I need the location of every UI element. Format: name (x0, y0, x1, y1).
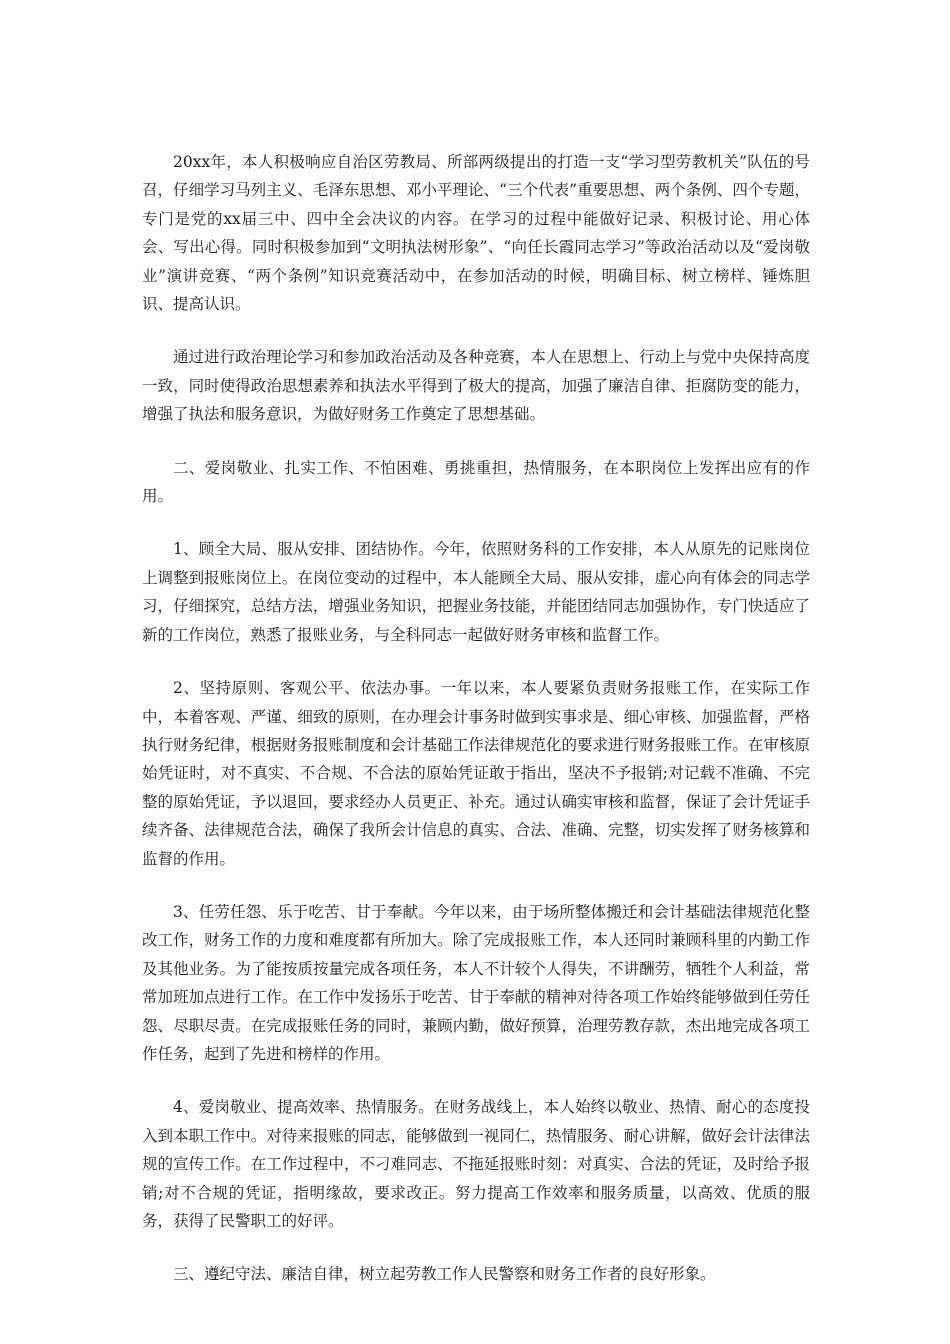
paragraph-item-2: 2、坚持原则、客观公平、依法办事。一年以来，本人要紧负责财务报账工作，在实际工作中，本着客观、严谨、细致的原则，在办理会计事务时做到实事求是、细心审核、加强监督，严格执行财务纪律，根据财务报账制度和会计基础工作法律规范化的要求进行财务报账工作。在审核原始凭证时，对不真实、不合规、不合法的原始凭证敢于指出，坚决不予报销;对记载不准确、不完整的原始凭证，予以退回，要求经办人员更正、补充。通过认确实审核和监督，保证了会计凭证手续齐备、法律规范合法，确保了我所会计信息的真实、合法、准确、完整，切实发挥了财务核算和监督的作用。 (142, 679, 810, 868)
section-heading-dedication: 二、爱岗敬业、扎实工作、不怕困难、勇挑重担，热情服务，在本职岗位上发挥出应有的作用。 (142, 458, 810, 506)
section-heading-discipline: 三、遵纪守法、廉洁自律，树立起劳教工作人民警察和财务工作者的良好形象。 (173, 1265, 716, 1284)
paragraph-item-1: 1、顾全大局、服从安排、团结协作。今年，依照财务科的工作安排，本人从原先的记账岗位上调整到报账岗位上。在岗位变动的过程中，本人能顾全大局、服从安排，虚心向有体会的同志学习，仔细探究，总结方法，增强业务知识，把握业务技能，并能团结同志加强协作，专门快适应了新的工作岗位，熟悉了报账业务，与全科同志一起做好财务审核和监督工作。 (142, 540, 810, 644)
document-body (142, 148, 810, 1314)
paragraph-item-4: 4、爱岗敬业、提高效率、热情服务。在财务战线上，本人始终以敬业、热情、耐心的态度投入到本职工作中。对待来报账的同志，能够做到一视同仁，热情服务、耐心讲解，做好会计法律法规的宣传工作。在工作过程中，不刁难同志、不拖延报账时刻：对真实、合法的凭证，及时给予报销;对不合规的凭证，指明缘故，要求改正。努力提高工作效率和服务质量，以高效、优质的服务，获得了民警职工的好评。 (142, 1098, 810, 1230)
paragraph-item-3: 3、任劳任怨、乐于吃苦、甘于奉献。今年以来，由于场所整体搬迁和会计基础法律规范化整改工作，财务工作的力度和难度都有所加大。除了完成报账工作，本人还同时兼顾科里的内勤工作及其他业务。为了能按质按量完成各项任务，本人不计较个人得失，不讲酬劳，牺牲个人利益，常常加班加点进行工作。在工作中发扬乐于吃苦、甘于奉献的精神对待各项工作始终能够做到任劳任怨、尽职尽责。在完成报账任务的同时，兼顾内勤，做好预算，治理劳教存款，杰出地完成各项工作任务，起到了先进和榜样的作用。 (142, 902, 810, 1063)
paragraph-political-improvement: 通过进行政治理论学习和参加政治活动及各种竞赛，本人在思想上、行动上与党中央保持高度一致，同时使得政治思想素养和执法水平得到了极大的提高，加强了廉洁自律、拒腐防变的能力，增强了执法和服务意识，为做好财务工作奠定了思想基础。 (142, 348, 810, 424)
paragraph-study-activities: 20xx年，本人积极响应自治区劳教局、所部两级提出的打造一支“学习型劳教机关”队伍的号召，仔细学习马列主义、毛泽东思想、邓小平理论、“三个代表”重要思想、两个条例、四个专题，专门是党的xx届三中、四中全会决议的内容。在学习的过程中能做好记录、积极讨论、用心体会、写出心得。同时积极参加到“文明执法树形象”、“向任长霞同志学习”等政治活动以及“爱岗敬业”演讲竞赛、“两个条例”知识竞赛活动中，在参加活动的时候，明确目标、树立榜样、锤炼胆识、提高认识。 (142, 153, 810, 314)
